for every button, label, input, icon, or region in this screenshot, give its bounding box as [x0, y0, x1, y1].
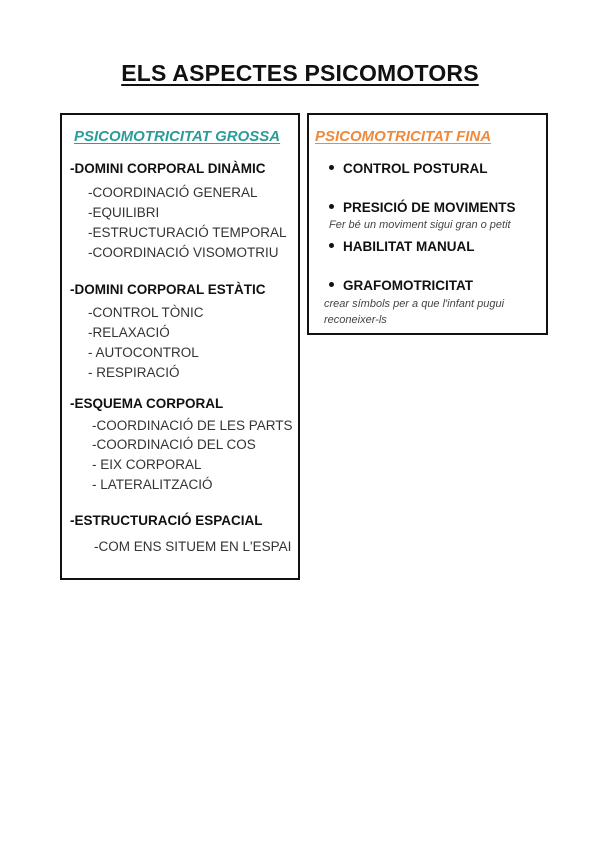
gross-motor-box [60, 113, 300, 580]
bullet-icon [329, 204, 334, 209]
section-esquema-corporal: -ESQUEMA CORPORAL [70, 396, 224, 411]
section-domini-dinamic: -DOMINI CORPORAL DINÀMIC [70, 161, 266, 176]
bullet-icon [329, 165, 334, 170]
list-item: -RELAXACIÓ [88, 325, 170, 340]
bullet-icon [329, 243, 334, 248]
list-item-label: PRESICIÓ DE MOVIMENTS [343, 200, 516, 215]
list-item: - AUTOCONTROL [88, 345, 199, 360]
list-item-label: GRAFOMOTRICITAT [343, 278, 473, 293]
list-item: - RESPIRACIÓ [88, 365, 180, 380]
list-item [329, 161, 488, 176]
list-item: -COORDINACIÓ VISOMOTRIU [88, 245, 279, 260]
list-item: - EIX CORPORAL [92, 457, 202, 472]
section-estructuracio-espacial: -ESTRUCTURACIÓ ESPACIAL [70, 513, 263, 528]
list-item-label: CONTROL POSTURAL [343, 161, 488, 176]
list-item [329, 278, 473, 293]
list-item: -COM ENS SITUEM EN L'ESPAI [94, 539, 292, 554]
list-item: -COORDINACIÓ DE LES PARTS [92, 418, 293, 433]
list-item: -COORDINACIÓ DEL COS [92, 437, 256, 452]
page-title: ELS ASPECTES PSICOMOTORS [121, 60, 479, 86]
list-item: -EQUILIBRI [88, 205, 160, 220]
list-item: - LATERALITZACIÓ [92, 477, 213, 492]
list-item: -ESTRUCTURACIÓ TEMPORAL [88, 225, 287, 240]
bullet-icon [329, 282, 334, 287]
item-note: Fer bé un moviment sigui gran o petit [329, 219, 511, 231]
gross-motor-heading: PSICOMOTRICITAT GROSSA [74, 128, 281, 145]
section-domini-estatic: -DOMINI CORPORAL ESTÀTIC [70, 282, 266, 297]
list-item: -COORDINACIÓ GENERAL [88, 185, 258, 200]
list-item [329, 239, 474, 254]
list-item [329, 200, 516, 215]
fine-motor-box [307, 113, 548, 335]
list-item: -CONTROL TÒNIC [88, 305, 204, 320]
fine-motor-heading: PSICOMOTRICITAT FINA [315, 128, 492, 145]
item-note: crear símbols per a que l'infant pugui reconeixer-ls [324, 298, 505, 326]
list-item-label: HABILITAT MANUAL [343, 239, 475, 254]
